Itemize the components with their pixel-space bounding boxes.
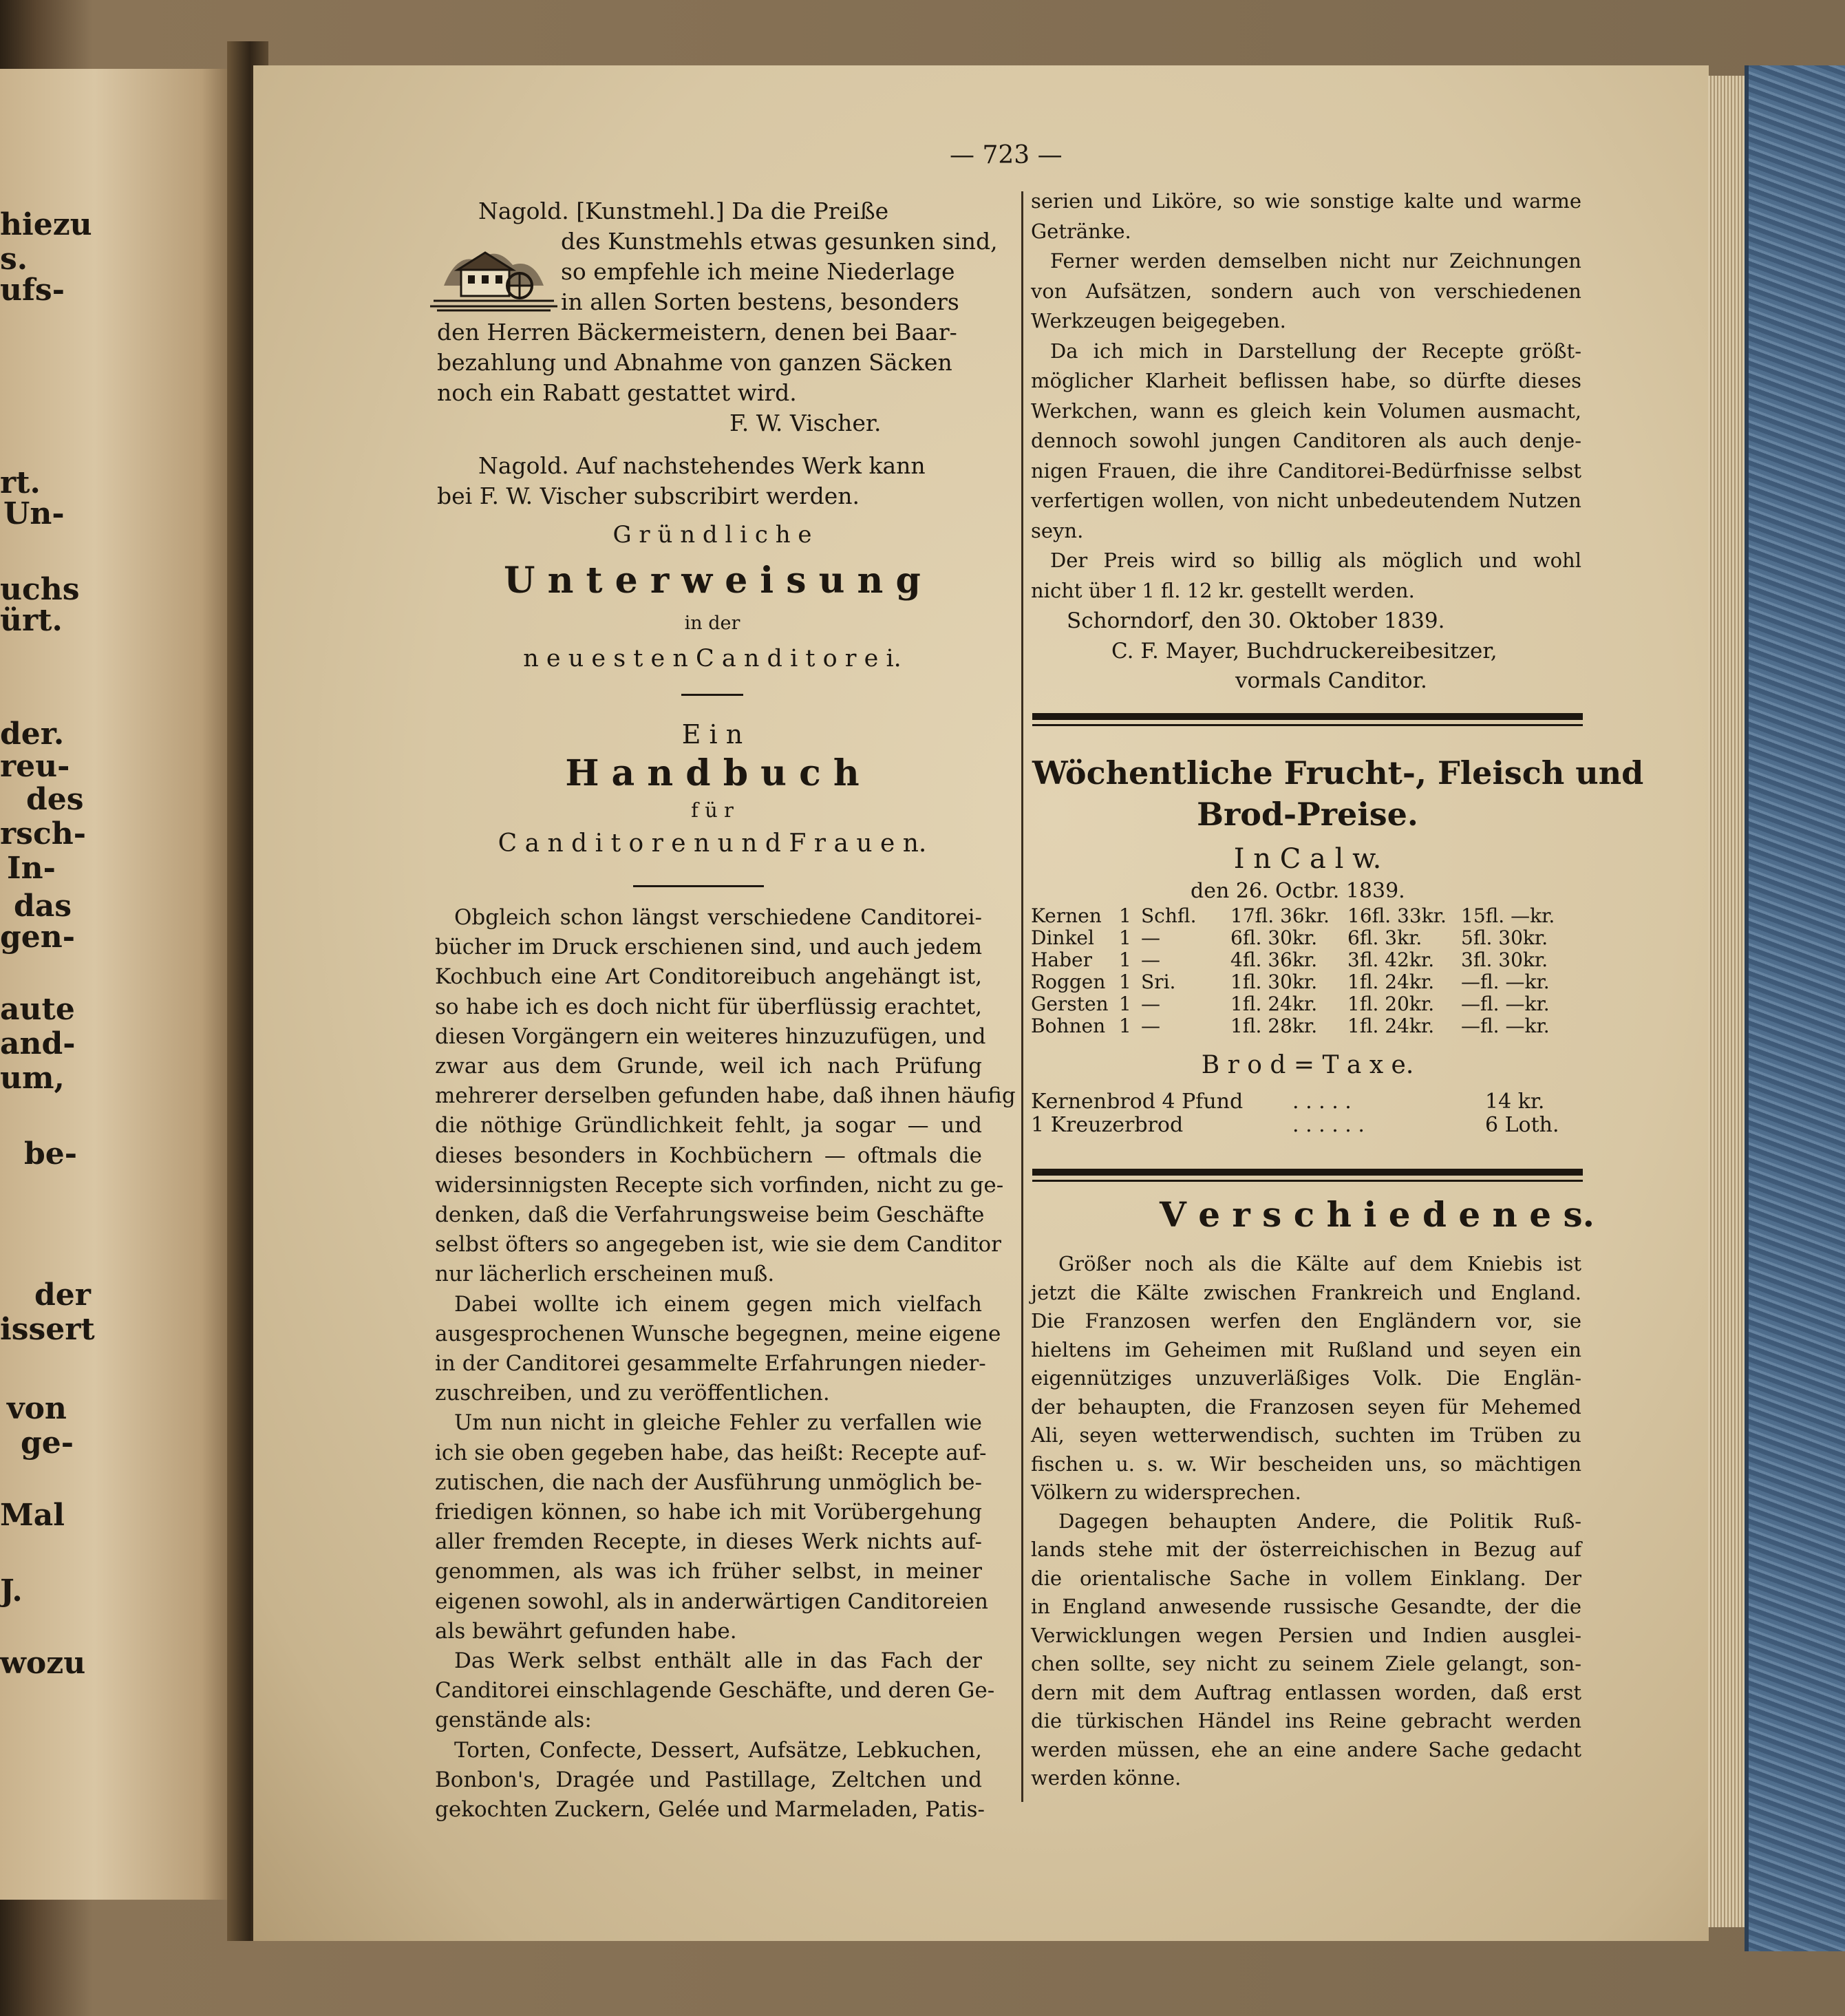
text-line: Schorndorf, den 30. Oktober 1839. — [1067, 608, 1445, 633]
misc-line: die türkischen Händel ins Reine gebracht werden — [1031, 1709, 1581, 1732]
misc-line: der behaupten, die Franzosen seyen für Mehemed — [1031, 1394, 1581, 1419]
grain-p3: —fl. —kr. — [1461, 970, 1550, 993]
book-subtitle-main: H a n d b u c h — [565, 752, 860, 794]
text-line: Werkzeugen beigegeben. — [1031, 309, 1286, 332]
misc-line: hieltens im Geheimen mit Rußland und seyen ein — [1031, 1337, 1581, 1361]
left-fragment: In- — [7, 851, 56, 886]
grain-p1: 17fl. 36kr. — [1230, 904, 1330, 927]
text-line: dennoch sowohl jungen Canditoren als auch denje- — [1031, 429, 1581, 452]
book-title-line: G r ü n d l i c h e — [612, 521, 812, 549]
grain-qty: 1 — [1119, 993, 1131, 1015]
body-line: friedigen können, so habe ich mit Vorübergehung — [435, 1500, 982, 1525]
section-rule — [1032, 713, 1583, 720]
grain-p2: 1fl. 24kr. — [1347, 970, 1435, 993]
body-line: zwar aus dem Grunde, weil ich nach Prüfung — [435, 1054, 982, 1079]
text-line: C. F. Mayer, Buchdruckereibesitzer, — [1111, 638, 1497, 664]
left-fragment: reu- — [0, 749, 70, 784]
text-line: vormals Canditor. — [1235, 668, 1427, 693]
left-fragment: hiezu — [0, 207, 92, 242]
book-subtitle: f ü r — [691, 798, 734, 822]
brod-dots: . . . . . — [1292, 1090, 1352, 1114]
grain-p2: 6fl. 3kr. — [1347, 926, 1422, 949]
title-rule — [681, 694, 743, 696]
grain-name: Kernen — [1031, 904, 1102, 927]
body-line: Obgleich schon längst verschiedene Canditorei- — [454, 905, 982, 930]
grain-p1: 1fl. 28kr. — [1230, 1015, 1318, 1037]
grain-unit: Sri. — [1141, 970, 1176, 993]
grain-qty: 1 — [1119, 948, 1131, 971]
book-cover — [1745, 65, 1845, 1951]
body-line: bücher im Druck erschienen sind, und auch jedem — [435, 935, 982, 960]
left-fragment: von — [7, 1391, 67, 1426]
grain-name: Roggen — [1031, 970, 1106, 993]
misc-line: Dagegen behaupten Andere, die Politik Ruß- — [1058, 1509, 1581, 1533]
body-line: Kochbuch eine Art Conditoreibuch angehängt ist, — [435, 964, 982, 990]
grain-p1: 1fl. 30kr. — [1230, 970, 1318, 993]
body-line: als bewährt gefunden habe. — [435, 1618, 737, 1644]
left-fragment: Un- — [3, 496, 65, 531]
brod-dots: . . . . . . — [1292, 1113, 1365, 1137]
body-line: Canditorei einschlagende Geschäfte, und deren Ge- — [435, 1678, 995, 1704]
grain-qty: 1 — [1119, 970, 1131, 993]
column-divider — [1021, 191, 1023, 1802]
left-fragment: wozu — [0, 1646, 86, 1681]
left-fragment: der. — [0, 717, 65, 752]
text-line: Getränke. — [1031, 219, 1131, 243]
text-line: nigen Frauen, die ihre Canditorei-Bedürfnisse selbst — [1031, 458, 1581, 482]
grain-row — [1031, 948, 1581, 973]
grain-p3: 3fl. 30kr. — [1461, 948, 1548, 971]
body-line: nur lächerlich erscheinen muß. — [435, 1262, 775, 1287]
text-line: möglicher Klarheit beflissen habe, so dürfte dieses — [1031, 369, 1581, 392]
prices-title: Brod-Preise. — [1197, 796, 1418, 833]
misc-line: Verwicklungen wegen Persien und Indien ausglei- — [1031, 1623, 1581, 1647]
left-fragment: um, — [0, 1061, 65, 1096]
brod-val: 14 kr. — [1485, 1090, 1545, 1114]
body-line: zutischen, die nach der Ausführung unmöglich be- — [435, 1469, 982, 1495]
body-line: die nöthige Gründlichkeit fehlt, ja sogar — und — [435, 1113, 982, 1138]
misc-line: dern mit dem Auftrag entlassen worden, daß erst — [1031, 1680, 1581, 1704]
brod-name: Kernenbrod 4 Pfund — [1031, 1090, 1244, 1114]
left-fragment: be- — [24, 1136, 78, 1171]
grain-p2: 16fl. 33kr. — [1347, 904, 1447, 927]
body-line: eigenen sowohl, als in anderwärtigen Canditoreien — [435, 1589, 988, 1614]
grain-name: Bohnen — [1031, 1015, 1106, 1037]
misc-line: die orientalische Sache in vollem Einklang. Der — [1031, 1566, 1581, 1590]
grain-unit: — — [1141, 1015, 1160, 1037]
ad-line: Nagold. [Kunstmehl.] Da die Preiße — [478, 198, 889, 224]
grain-row — [1031, 970, 1581, 995]
grain-row — [1031, 1015, 1581, 1039]
section-rule — [1032, 724, 1583, 726]
misc-line: lands stehe mit der österreichischen in Bezug auf — [1031, 1538, 1581, 1561]
grain-p3: —fl. —kr. — [1461, 1015, 1550, 1037]
misc-line: werden könne. — [1031, 1766, 1182, 1790]
body-line: Um nun nicht in gleiche Fehler zu verfallen wie — [454, 1410, 982, 1436]
body-line: genommen, als was ich früher selbst, in meiner — [435, 1559, 982, 1584]
misc-line: fischen u. s. w. Wir bescheiden uns, so mächtigen — [1031, 1452, 1581, 1476]
body-line: so habe ich es doch nicht für überflüssig erachtet, — [435, 994, 982, 1019]
left-fragment: and- — [0, 1026, 76, 1061]
book-subtitle: C a n d i t o r e n u n d F r a u e n. — [498, 829, 927, 858]
left-fragment: aute — [0, 992, 75, 1027]
text-line: nicht über 1 fl. 12 kr. gestellt werden. — [1031, 578, 1415, 602]
brod-row — [1031, 1113, 1581, 1138]
grain-name: Haber — [1031, 948, 1092, 971]
grain-name: Dinkel — [1031, 926, 1094, 949]
grain-p2: 1fl. 24kr. — [1347, 1015, 1435, 1037]
ad-line: Nagold. Auf nachstehendes Werk kann — [478, 452, 926, 479]
ad-line: bezahlung und Abnahme von ganzen Säcken — [437, 349, 952, 376]
body-line: mehrerer derselben gefunden habe, daß ihnen häufig — [435, 1083, 1016, 1109]
ad-line: des Kunstmehls etwas gesunken sind, — [561, 228, 998, 255]
misc-line: werden müssen, ehe an eine andere Sache gedacht — [1031, 1737, 1581, 1761]
grain-p3: —fl. —kr. — [1461, 993, 1550, 1015]
grain-unit: Schfl. — [1141, 904, 1197, 927]
left-fragment: gen- — [0, 920, 76, 955]
misc-line: in England anwesende russische Gesandte, der die — [1031, 1595, 1581, 1618]
misc-line: Größer noch als die Kälte auf dem Kniebis ist — [1058, 1252, 1581, 1275]
grain-qty: 1 — [1119, 1015, 1131, 1037]
grain-p2: 3fl. 42kr. — [1347, 948, 1435, 971]
body-line: ausgesprochenen Wunsche begegnen, meine eigene — [435, 1321, 1001, 1346]
brod-name: 1 Kreuzerbrod — [1031, 1113, 1184, 1137]
left-fragment: s. — [0, 242, 28, 277]
left-fragment: der — [34, 1277, 91, 1313]
misc-line: eigennütziges unzuverläßiges Volk. Die Englän- — [1031, 1366, 1581, 1390]
left-fragment: Mal — [0, 1498, 65, 1533]
grain-qty: 1 — [1119, 926, 1131, 949]
misc-title: V e r s c h i e d e n e s. — [1160, 1194, 1595, 1235]
prices-place: I n C a l w. — [1233, 843, 1382, 875]
ad-line: noch ein Rabatt gestattet wird. — [437, 379, 797, 406]
body-line: Dabei wollte ich einem gegen mich vielfach — [454, 1291, 982, 1317]
grain-unit: — — [1141, 948, 1160, 971]
grain-row — [1031, 993, 1581, 1017]
ad-line: in allen Sorten bestens, besonders — [561, 288, 959, 315]
prices-title: Wöchentliche Frucht-, Fleisch und — [1032, 754, 1644, 792]
misc-line: chen sollte, sey nicht zu seinem Ziele gelangt, son- — [1031, 1652, 1581, 1675]
text-line: serien und Liköre, so wie sonstige kalte und warme — [1031, 189, 1581, 213]
page-edges — [1708, 76, 1746, 1927]
body-line: genstände als: — [435, 1708, 592, 1733]
body-line: in der Canditorei gesammelte Erfahrungen nieder- — [435, 1351, 986, 1376]
left-fragment: ürt. — [0, 603, 63, 638]
body-line: widersinnigsten Recepte sich vorfinden, nicht zu ge- — [435, 1172, 1004, 1198]
grain-name: Gersten — [1031, 993, 1109, 1015]
grain-row — [1031, 926, 1581, 951]
text-line: von Aufsätzen, sondern auch von verschiedenen — [1031, 279, 1581, 303]
text-line: Werkchen, wann es gleich kein Volumen ausmacht, — [1031, 399, 1581, 423]
misc-line: Ali, seyen wetterwendisch, suchten im Trüben zu — [1031, 1423, 1581, 1447]
body-line: gekochten Zuckern, Gelée und Marmeladen, Patis- — [435, 1797, 985, 1822]
grain-p2: 1fl. 20kr. — [1347, 993, 1435, 1015]
body-line: dieses besonders in Kochbüchern — oftmals die — [435, 1143, 982, 1168]
grain-qty: 1 — [1119, 904, 1131, 927]
section-rule — [1032, 1180, 1583, 1182]
body-line: Das Werk selbst enthält alle in das Fach der — [454, 1648, 982, 1673]
brod-title: B r o d = T a x e. — [1201, 1051, 1414, 1079]
left-fragment: das — [14, 889, 72, 924]
brod-val: 6 Loth. — [1485, 1113, 1559, 1137]
misc-line: Völkern zu widersprechen. — [1031, 1481, 1301, 1504]
body-line: Torten, Confecte, Dessert, Aufsätze, Lebkuchen, — [454, 1737, 982, 1763]
grain-p1: 4fl. 36kr. — [1230, 948, 1318, 971]
body-line: denken, daß die Verfahrungsweise beim Geschäfte — [435, 1202, 985, 1227]
brod-row — [1031, 1090, 1581, 1114]
left-page — [0, 69, 237, 1900]
body-line: zuschreiben, und zu veröffentlichen. — [435, 1381, 830, 1406]
ad-signature: F. W. Vischer. — [729, 410, 882, 436]
grain-p1: 1fl. 24kr. — [1230, 993, 1318, 1015]
text-line: verfertigen wollen, von nicht unbedeutendem Nutzen — [1031, 489, 1581, 512]
mill-woodcut — [430, 237, 557, 313]
left-fragment: issert — [0, 1312, 95, 1347]
left-fragment: ufs- — [0, 273, 65, 308]
grain-row — [1031, 904, 1581, 929]
grain-unit: — — [1141, 993, 1160, 1015]
body-line: selbst öfters so angegeben ist, wie sie dem Canditor — [435, 1232, 1001, 1258]
ad-line: so empfehle ich meine Niederlage — [561, 258, 955, 285]
prices-date: den 26. Octbr. 1839. — [1191, 879, 1405, 903]
left-fragment: ge- — [21, 1425, 74, 1461]
text-line: Der Preis wird so billig als möglich und wohl — [1050, 549, 1581, 572]
text-line: seyn. — [1031, 518, 1084, 542]
book-title-line: n e u e s t e n C a n d i t o r e i. — [523, 645, 902, 672]
left-fragment: des — [26, 782, 84, 817]
misc-line: Die Franzosen werfen den Engländern vor, sie — [1031, 1309, 1581, 1333]
section-rule — [1032, 1169, 1583, 1176]
ad-line: den Herren Bäckermeistern, denen bei Baar- — [437, 319, 957, 346]
grain-unit: — — [1141, 926, 1160, 949]
misc-line: jetzt die Kälte zwischen Frankreich und England. — [1031, 1280, 1581, 1304]
book-title-main: U n t e r w e i s u n g — [504, 560, 921, 602]
ad-line: bei F. W. Vischer subscribirt werden. — [437, 482, 860, 509]
body-line: ich sie oben gegeben habe, das heißt: Recepte auf- — [435, 1440, 987, 1465]
body-line: diesen Vorgängern ein weiteres hinzuzufügen, und — [435, 1023, 986, 1049]
body-line: Bonbon's, Dragée und Pastillage, Zeltchen und — [435, 1767, 982, 1792]
body-line: aller fremden Recepte, in dieses Werk nichts auf- — [435, 1529, 982, 1555]
text-line: Da ich mich in Darstellung der Recepte größt- — [1050, 339, 1581, 363]
left-fragment: rt. — [0, 465, 41, 500]
grain-p1: 6fl. 30kr. — [1230, 926, 1318, 949]
title-rule — [633, 885, 764, 887]
left-fragment: rsch- — [0, 816, 86, 851]
grain-p3: 15fl. —kr. — [1461, 904, 1555, 927]
grain-p3: 5fl. 30kr. — [1461, 926, 1548, 949]
book-subtitle: E i n — [681, 719, 743, 750]
book-title-line: in der — [684, 613, 740, 634]
text-line: Ferner werden demselben nicht nur Zeichnungen — [1050, 249, 1581, 273]
left-fragment: uchs — [0, 572, 80, 607]
left-fragment: J. — [0, 1573, 23, 1609]
page-number: — 723 — — [950, 141, 1063, 169]
